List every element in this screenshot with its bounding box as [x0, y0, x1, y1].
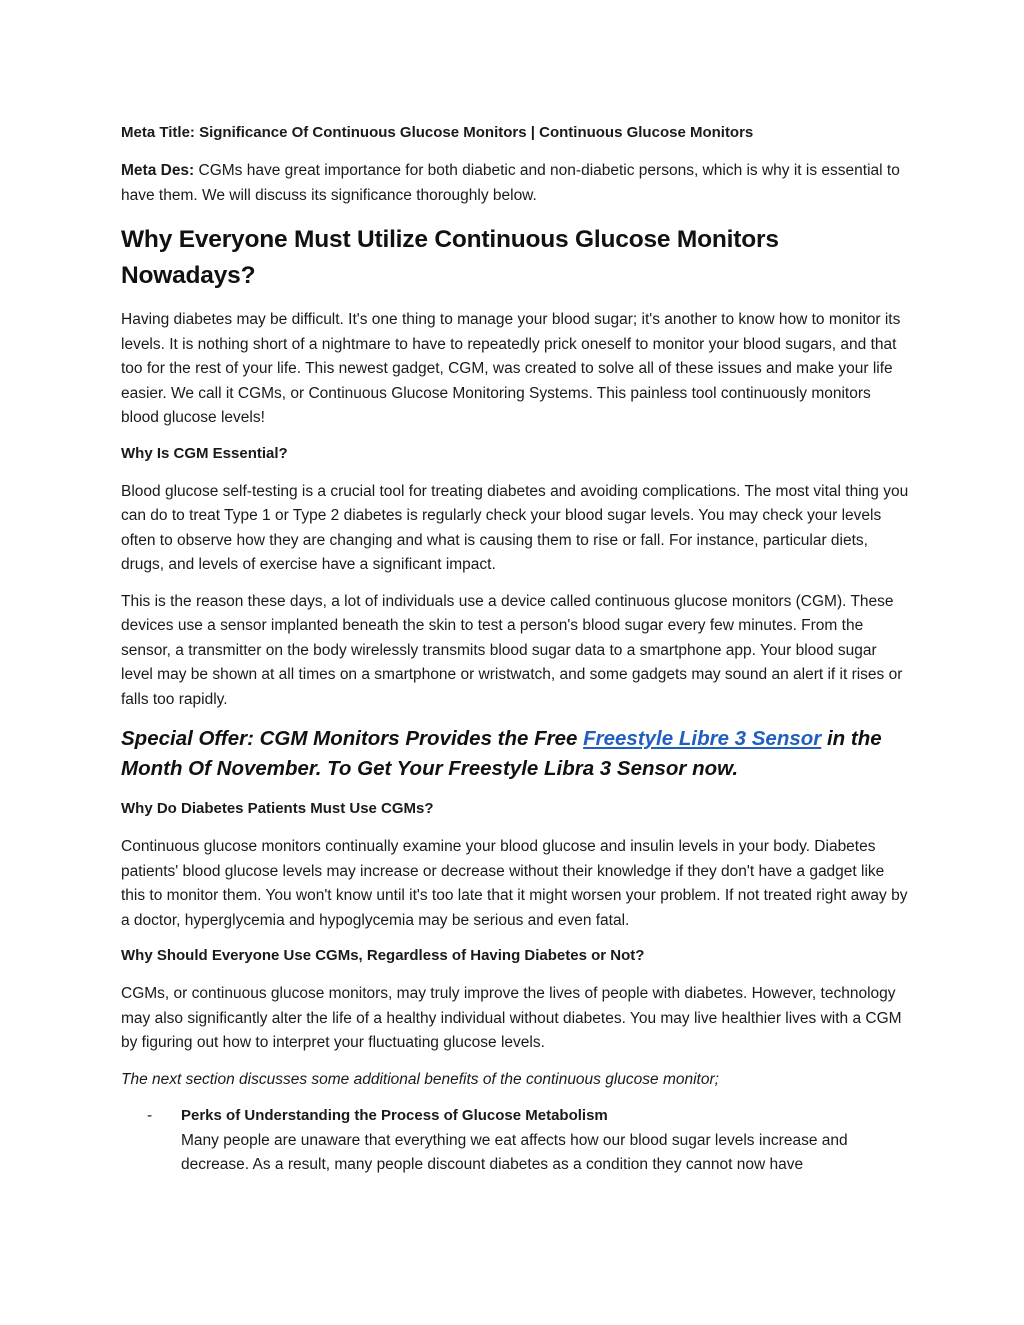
main-heading: Why Everyone Must Utilize Continuous Glucose Monitors Nowadays? [121, 226, 779, 289]
section-heading-everyone: Why Should Everyone Use CGMs, Regardless of Having Diabetes or Not? [121, 947, 645, 964]
meta-title: Meta Title: Significance Of Continuous Glucose Monitors | Continuous Glucose Monitors [121, 124, 754, 141]
intro-paragraph: Having diabetes may be difficult. It's one thing to manage your blood sugar; it's another to know how to monitor its levels. It is nothing short of a nightmare to have to repeatedly prick oneself to monitor your blood sugars, and that too for the rest of your life. This newest gadget, CGM, was created to solve all of these issues and make your life easier. We call it CGMs, or Continuous Glucose Monitoring Systems. This painless tool continuously monitors blood glucose levels! [121, 311, 901, 426]
special-offer-suffix: in the Month Of November. To Get Your Freestyle Libra 3 Sensor now. [121, 727, 882, 780]
freestyle-libre-link[interactable]: Freestyle Libre 3 Sensor [583, 727, 822, 750]
section-heading-why-cgm-essential: Why Is CGM Essential? [121, 444, 288, 462]
next-section-note: The next section discusses some additional benefits of the continuous glucose monitor; [121, 1070, 719, 1088]
bullet-text: Many people are unaware that everything we eat affects how our blood sugar levels increase and decrease. As a result, many people discount diabetes as a condition they cannot now have [181, 1131, 848, 1173]
list-item [121, 1104, 911, 1178]
section3-paragraph: CGMs, or continuous glucose monitors, may truly improve the lives of people with diabetes. However, technology may also significantly alter the life of a healthy individual without diabetes. You may live healthier lives with a CGM by figuring out how to interpret your fluctuating glucose levels. [121, 985, 902, 1051]
document-page [121, 122, 911, 1178]
special-offer [121, 724, 911, 784]
section2-paragraph: Continuous glucose monitors continually examine your blood glucose and insulin levels in your body. Diabetes patients' blood glucose levels may increase or decrease without their knowledge if they don't have a gadget like this to monitor them. You won't know until it's too late that it might worsen your problem. If not treated right away by a doctor, hyperglycemia and hypoglycemia may be serious and even fatal. [121, 838, 908, 929]
meta-description [121, 159, 911, 208]
bullet-title: Perks of Understanding the Process of Glucose Metabolism [181, 1107, 608, 1124]
special-offer-prefix: Special Offer: CGM Monitors Provides the Free [121, 727, 584, 750]
meta-description-label: Meta Des: [121, 162, 195, 179]
section1-paragraph-2: This is the reason these days, a lot of individuals use a device called continuous glucose monitors (CGM). These devices use a sensor implanted beneath the skin to test a person's blood sugar every few minutes. From the sensor, a transmitter on the body wirelessly transmits blood sugar data to a smartphone app. Your blood sugar level may be shown at all times on a smartphone or wristwatch, and some gadgets may sound an alert if it rises or falls too rapidly. [121, 592, 903, 708]
bullet-dash: - [147, 1107, 153, 1124]
section-heading-diabetes-patients: Why Do Diabetes Patients Must Use CGMs? [121, 800, 434, 817]
meta-description-text: CGMs have great importance for both diabetic and non-diabetic persons, which is why it is essential to have them. We will discuss its significance thoroughly below. [121, 162, 900, 204]
section1-paragraph-1: Blood glucose self-testing is a crucial tool for treating diabetes and avoiding complications. The most vital thing you can do to treat Type 1 or Type 2 diabetes is regularly check your blood sugar levels. You may check your levels often to observe how they are changing and what is causing them to rise or fall. For instance, particular diets, drugs, and levels of exercise have a significant impact. [121, 482, 909, 573]
